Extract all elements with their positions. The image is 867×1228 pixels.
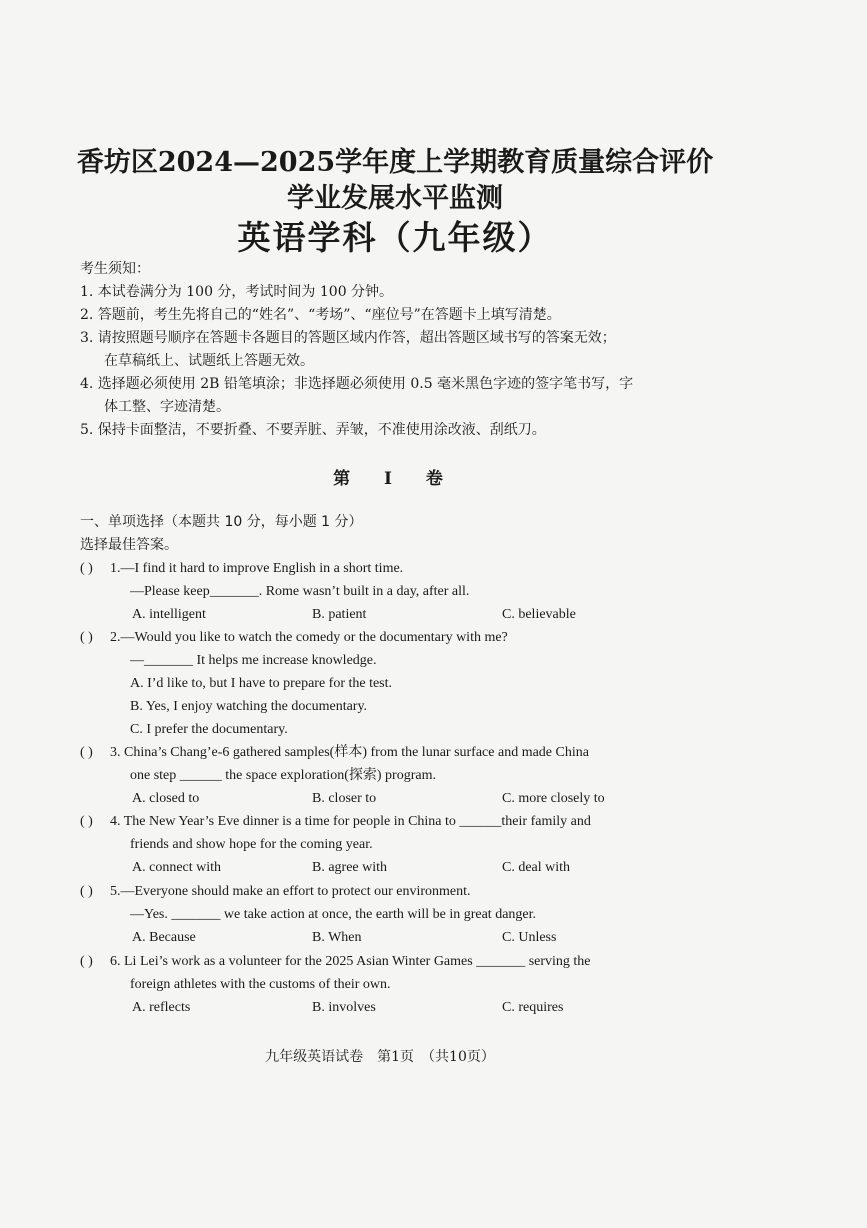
- question-stem-cont: one step ______ the space exploration(探索) program.: [130, 768, 436, 783]
- notice-item: 4. 选择题必须使用 2B 铅笔填涂；非选择题必须使用 0.5 毫米黑色字迹的签字笔书写，字: [80, 376, 634, 392]
- question-stem-cont: friends and show hope for the coming year.: [130, 837, 373, 852]
- option-a: A. connect with: [132, 860, 222, 875]
- option-c: C. requires: [502, 1000, 564, 1015]
- option-b: B. patient: [312, 607, 367, 622]
- question-stem: 6. Li Lei’s work as a volunteer for the 2025 Asian Winter Games _______ serving the: [110, 954, 591, 969]
- notice-item: 5. 保持卡面整洁，不要折叠、不要弄脏、弄皱，不准使用涂改液、刮纸刀。: [80, 422, 546, 438]
- question-stem-cont: foreign athletes with the customs of their own.: [130, 977, 391, 992]
- question-6: [80, 950, 720, 1019]
- option-c: C. more closely to: [502, 791, 605, 806]
- exam-notice: [80, 258, 720, 442]
- notice-item: 1. 本试卷满分为 100 分，考试时间为 100 分钟。: [80, 284, 394, 300]
- question-3: [80, 741, 720, 810]
- notice-item: 在草稿纸上、试题纸上答题无效。: [104, 353, 314, 369]
- option-b: B. Yes, I enjoy watching the documentary.: [130, 699, 368, 714]
- answer-bracket: ( ): [80, 561, 93, 576]
- question-stem: 1.—I find it hard to improve English in a short time.: [110, 561, 404, 576]
- option-a: A. closed to: [132, 791, 200, 806]
- question-stem: 3. China’s Chang’e-6 gathered samples(样本) from the lunar surface and made China: [110, 745, 589, 760]
- notice-item: 体工整、字迹清楚。: [104, 399, 230, 415]
- question-2: [80, 626, 720, 741]
- option-c: C. believable: [502, 607, 576, 622]
- option-b: B. agree with: [312, 860, 388, 875]
- question-1: [80, 557, 720, 626]
- notice-item: 2. 答题前，考生先将自己的“姓名”、“考场”、“座位号”在答题卡上填写清楚。: [80, 307, 561, 323]
- section-header: [80, 511, 720, 557]
- option-a: A. Because: [132, 930, 196, 945]
- option-c: C. I prefer the documentary.: [130, 722, 288, 737]
- answer-bracket: ( ): [80, 884, 93, 899]
- exam-title-line1: 香坊区2024—2025学年度上学期教育质量综合评价: [76, 147, 714, 178]
- option-b: B. involves: [312, 1000, 376, 1015]
- question-stem-cont: —Yes. _______ we take action at once, the earth will be in great danger.: [130, 907, 537, 922]
- notice-item: 3. 请按照题号顺序在答题卡各题目的答题区域内作答，超出答题区域书写的答案无效；: [80, 330, 616, 346]
- option-b: B. closer to: [312, 791, 377, 806]
- question-stem: 2.—Would you like to watch the comedy or the documentary with me?: [110, 630, 508, 645]
- answer-bracket: ( ): [80, 745, 93, 760]
- question-stem-cont: —Please keep_______. Rome wasn’t built in a day, after all.: [130, 584, 470, 599]
- answer-bracket: ( ): [80, 630, 93, 645]
- exam-title-line2: 学业发展水平监测: [287, 183, 503, 214]
- question-stem: 5.—Everyone should make an effort to protect our environment.: [110, 884, 471, 899]
- question-5: [80, 880, 720, 949]
- volume-heading: 第 I 卷: [333, 469, 457, 489]
- question-stem-cont: —_______ It helps me increase knowledge.: [130, 653, 377, 668]
- page-footer: 九年级英语试卷 第1页 （共10页）: [265, 1049, 495, 1065]
- option-c: C. deal with: [502, 860, 571, 875]
- answer-bracket: ( ): [80, 814, 93, 829]
- option-b: B. When: [312, 930, 362, 945]
- option-a: A. I’d like to, but I have to prepare for the test.: [130, 676, 393, 691]
- question-stem: 4. The New Year’s Eve dinner is a time for people in China to ______their family and: [110, 814, 591, 829]
- option-a: A. reflects: [132, 1000, 191, 1015]
- notice-heading: 考生须知：: [80, 261, 150, 277]
- option-c: C. Unless: [502, 930, 557, 945]
- option-a: A. intelligent: [132, 607, 206, 622]
- exam-subject-title: 英语学科（九年级）: [237, 218, 553, 257]
- section-instruction: 选择最佳答案。: [80, 537, 178, 553]
- answer-bracket: ( ): [80, 954, 93, 969]
- section-title: 一、单项选择（本题共 10 分，每小题 1 分）: [80, 514, 363, 530]
- question-4: [80, 810, 720, 879]
